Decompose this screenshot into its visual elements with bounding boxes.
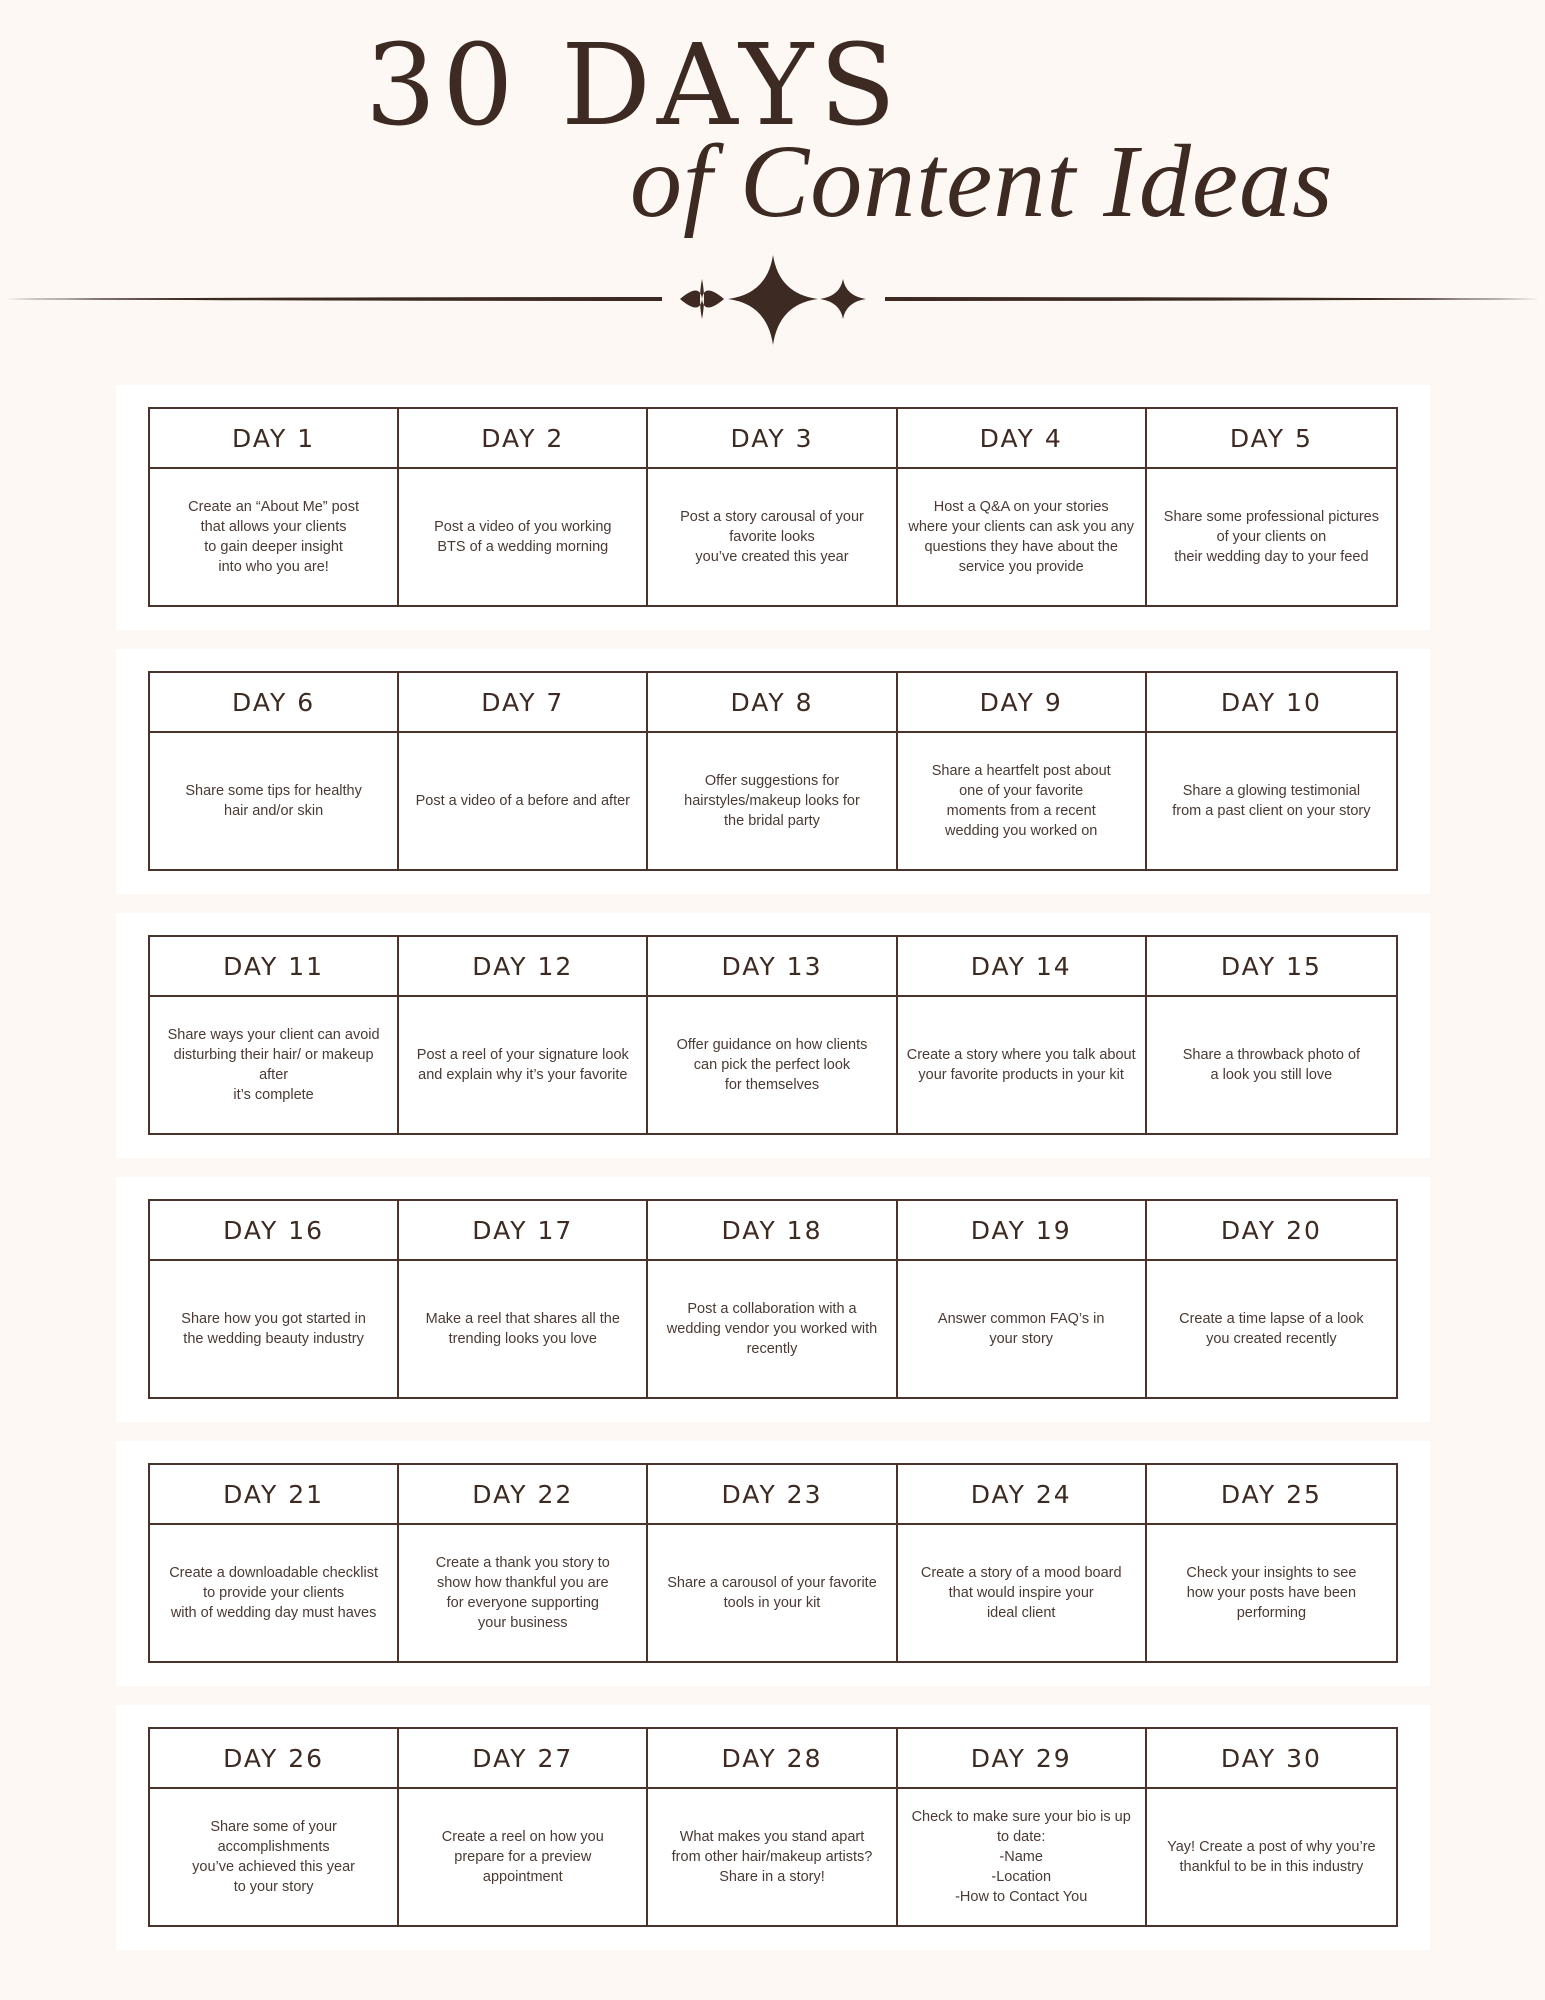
day-label: DAY 18	[648, 1201, 897, 1261]
day-idea: Share how you got started in the wedding beauty industry	[150, 1261, 399, 1397]
day-idea: Host a Q&A on your stories where your clients can ask you any questions they have about the service you provide	[898, 469, 1147, 605]
day-label: DAY 15	[1147, 937, 1396, 997]
week-panel	[116, 649, 1430, 894]
day-idea: Share ways your client can avoid disturbing their hair/ or makeup after it’s complete	[150, 997, 399, 1133]
day-idea: Create a story where you talk about your favorite products in your kit	[898, 997, 1147, 1133]
week-grid	[148, 1199, 1398, 1399]
day-label: DAY 5	[1147, 409, 1396, 469]
day-idea: Check your insights to see how your posts have been performing	[1186, 1565, 1357, 1621]
day-label: DAY 7	[399, 673, 648, 733]
day-label: DAY 1	[150, 409, 399, 469]
week-panel	[116, 1705, 1430, 1950]
day-idea: Answer common FAQ’s in your story	[898, 1261, 1147, 1397]
day-idea: Check to make sure your bio is up to date: -Name -Location -How to Contact You	[898, 1789, 1147, 1925]
day-label: DAY 16	[150, 1201, 399, 1261]
day-idea: Create a time lapse of a look you created recently	[1179, 1311, 1364, 1347]
day-idea: Create a story of a mood board that would inspire your ideal client	[898, 1525, 1147, 1661]
day-idea: Post a reel of your signature look and explain why it’s your favorite	[399, 997, 648, 1133]
sparkle-right-icon	[820, 279, 866, 319]
decorative-divider	[0, 250, 1545, 350]
day-idea: Offer suggestions for hairstyles/makeup looks for the bridal party	[648, 733, 897, 869]
day-idea: Make a reel that shares all the trending looks you love	[399, 1261, 648, 1397]
day-label: DAY 9	[898, 673, 1147, 733]
day-label: DAY 10	[1147, 673, 1396, 733]
page-subtitle: of Content Ideas	[630, 124, 1334, 239]
day-idea: Post a video of a before and after	[399, 733, 648, 869]
day-label: DAY 14	[898, 937, 1147, 997]
day-idea: Post a story carousal of your favorite looks you’ve created this year	[648, 469, 897, 605]
day-label: DAY 20	[1147, 1201, 1396, 1261]
page-title: 30 DAYS	[365, 21, 902, 151]
day-label: DAY 26	[150, 1729, 399, 1789]
day-idea: Share some of your accomplishments you’ve achieved this year to your story	[150, 1789, 399, 1925]
sparkle-left-icon	[680, 279, 724, 319]
day-label: DAY 23	[648, 1465, 897, 1525]
day-label: DAY 3	[648, 409, 897, 469]
day-idea: Share a glowing testimonial from a past client on your story	[1172, 783, 1371, 819]
day-idea: What makes you stand apart from other hair/makeup artists? Share in a story!	[648, 1789, 897, 1925]
divider-line-right	[885, 297, 1540, 301]
day-idea: Share some professional pictures of your clients on their wedding day to your feed	[1163, 509, 1379, 565]
day-idea: Post a collaboration with a wedding vendor you worked with recently	[648, 1261, 897, 1397]
sparkle-center-icon	[728, 255, 818, 345]
day-label: DAY 27	[399, 1729, 648, 1789]
week-panel	[116, 1441, 1430, 1686]
day-label: DAY 19	[898, 1201, 1147, 1261]
day-idea: Create a downloadable checklist to provide your clients with of wedding day must haves	[150, 1525, 399, 1661]
divider-line-left	[5, 297, 662, 301]
week-grid	[148, 407, 1398, 607]
week-grid	[148, 935, 1398, 1135]
day-idea: Share some tips for healthy hair and/or skin	[150, 733, 399, 869]
day-label: DAY 28	[648, 1729, 897, 1789]
day-label: DAY 6	[150, 673, 399, 733]
week-panel	[116, 913, 1430, 1158]
day-label: DAY 25	[1147, 1465, 1396, 1525]
day-label: DAY 21	[150, 1465, 399, 1525]
day-label: DAY 22	[399, 1465, 648, 1525]
day-label: DAY 2	[399, 409, 648, 469]
day-label: DAY 13	[648, 937, 897, 997]
day-idea: Yay! Create a post of why you’re thankful to be in this industry	[1167, 1839, 1376, 1875]
day-label: DAY 29	[898, 1729, 1147, 1789]
day-label: DAY 8	[648, 673, 897, 733]
day-idea: Share a carousol of your favorite tools in your kit	[648, 1525, 897, 1661]
day-idea: Create a reel on how you prepare for a preview appointment	[399, 1789, 648, 1925]
week-grid	[148, 671, 1398, 871]
day-idea: Share a heartfelt post about one of your favorite moments from a recent wedding you worked on	[898, 733, 1147, 869]
day-label: DAY 4	[898, 409, 1147, 469]
day-label: DAY 12	[399, 937, 648, 997]
day-idea: Offer guidance on how clients can pick the perfect look for themselves	[648, 997, 897, 1133]
week-grid	[148, 1463, 1398, 1663]
day-label: DAY 24	[898, 1465, 1147, 1525]
week-panel	[116, 385, 1430, 630]
week-grid	[148, 1727, 1398, 1927]
day-idea: Create a thank you story to show how thankful you are for everyone supporting your business	[399, 1525, 648, 1661]
day-label: DAY 17	[399, 1201, 648, 1261]
day-label: DAY 11	[150, 937, 399, 997]
day-idea: Create an “About Me” post that allows your clients to gain deeper insight into who you are!	[150, 469, 399, 605]
day-label: DAY 30	[1147, 1729, 1396, 1789]
week-panel	[116, 1177, 1430, 1422]
day-idea: Post a video of you working BTS of a wedding morning	[399, 469, 648, 605]
day-idea: Share a throwback photo of a look you still love	[1182, 1047, 1361, 1083]
